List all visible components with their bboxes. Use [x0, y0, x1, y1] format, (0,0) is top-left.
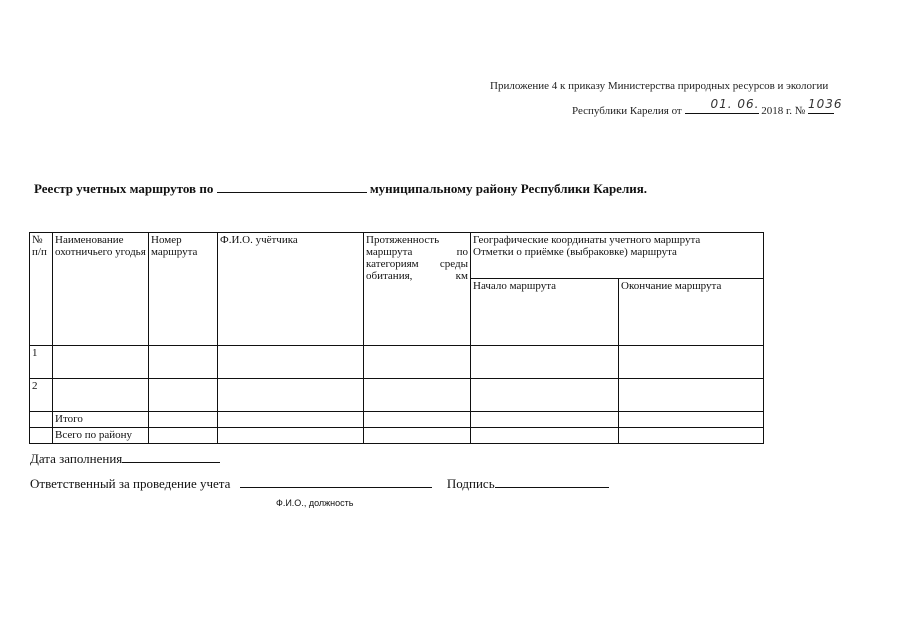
document-title: [34, 180, 647, 197]
routes-registry-table: [29, 232, 764, 444]
row-number: 1: [30, 346, 53, 379]
fill-date-blank: [122, 450, 220, 463]
table-row-total: [30, 412, 764, 428]
title-prefix: Реестр учетных маршрутов по: [34, 181, 214, 196]
header-length: Протяженность маршрута по категориям среды обитания, км: [364, 233, 471, 346]
signature-label: Подпись: [446, 476, 495, 491]
district-total-label: Всего по району: [53, 428, 149, 444]
number-field: [808, 97, 843, 114]
header-geo-line2: Отметки о приёмке (выбраковке) маршрута: [473, 246, 677, 258]
appendix-header-line2: [572, 97, 843, 117]
appendix-header-line1: Приложение 4 к приказу Министерства природных ресурсов и экологии: [490, 80, 829, 92]
signature-blank: [495, 475, 609, 488]
header-num: № п/п: [30, 233, 53, 346]
subheader-start: Начало маршрута: [471, 279, 619, 346]
title-suffix: муниципальному району Республики Карелия.: [369, 181, 648, 196]
table-row: [30, 346, 764, 379]
district-blank: [217, 180, 367, 193]
total-label: Итого: [53, 412, 149, 428]
table-header-row: [30, 233, 764, 279]
header-counter: Ф.И.О. учётчика: [218, 233, 364, 346]
header-name: Наименование охотничьего угодья: [53, 233, 149, 346]
header-prefix: Республики Карелия от: [572, 105, 682, 117]
fill-date-line: [30, 450, 220, 467]
handwritten-number: 1036: [808, 97, 843, 111]
subheader-end: Окончание маршрута: [619, 279, 764, 346]
header-geo: [471, 233, 764, 279]
header-geo-line1: Географические координаты учетного маршрута: [473, 234, 701, 246]
table-row: [30, 379, 764, 412]
responsible-line: [30, 475, 609, 492]
responsible-label: Ответственный за проведение учета: [30, 476, 231, 491]
table-row-district-total: [30, 428, 764, 444]
fio-caption: Ф.И.О., должность: [276, 498, 354, 508]
fill-date-label: Дата заполнения: [30, 451, 123, 466]
header-route-no: Номер маршрута: [149, 233, 218, 346]
responsible-blank: [240, 475, 432, 488]
handwritten-date: 01. 06.: [710, 97, 760, 111]
header-year: 2018 г. №: [761, 105, 806, 117]
date-field: [685, 97, 760, 114]
row-number: 2: [30, 379, 53, 412]
